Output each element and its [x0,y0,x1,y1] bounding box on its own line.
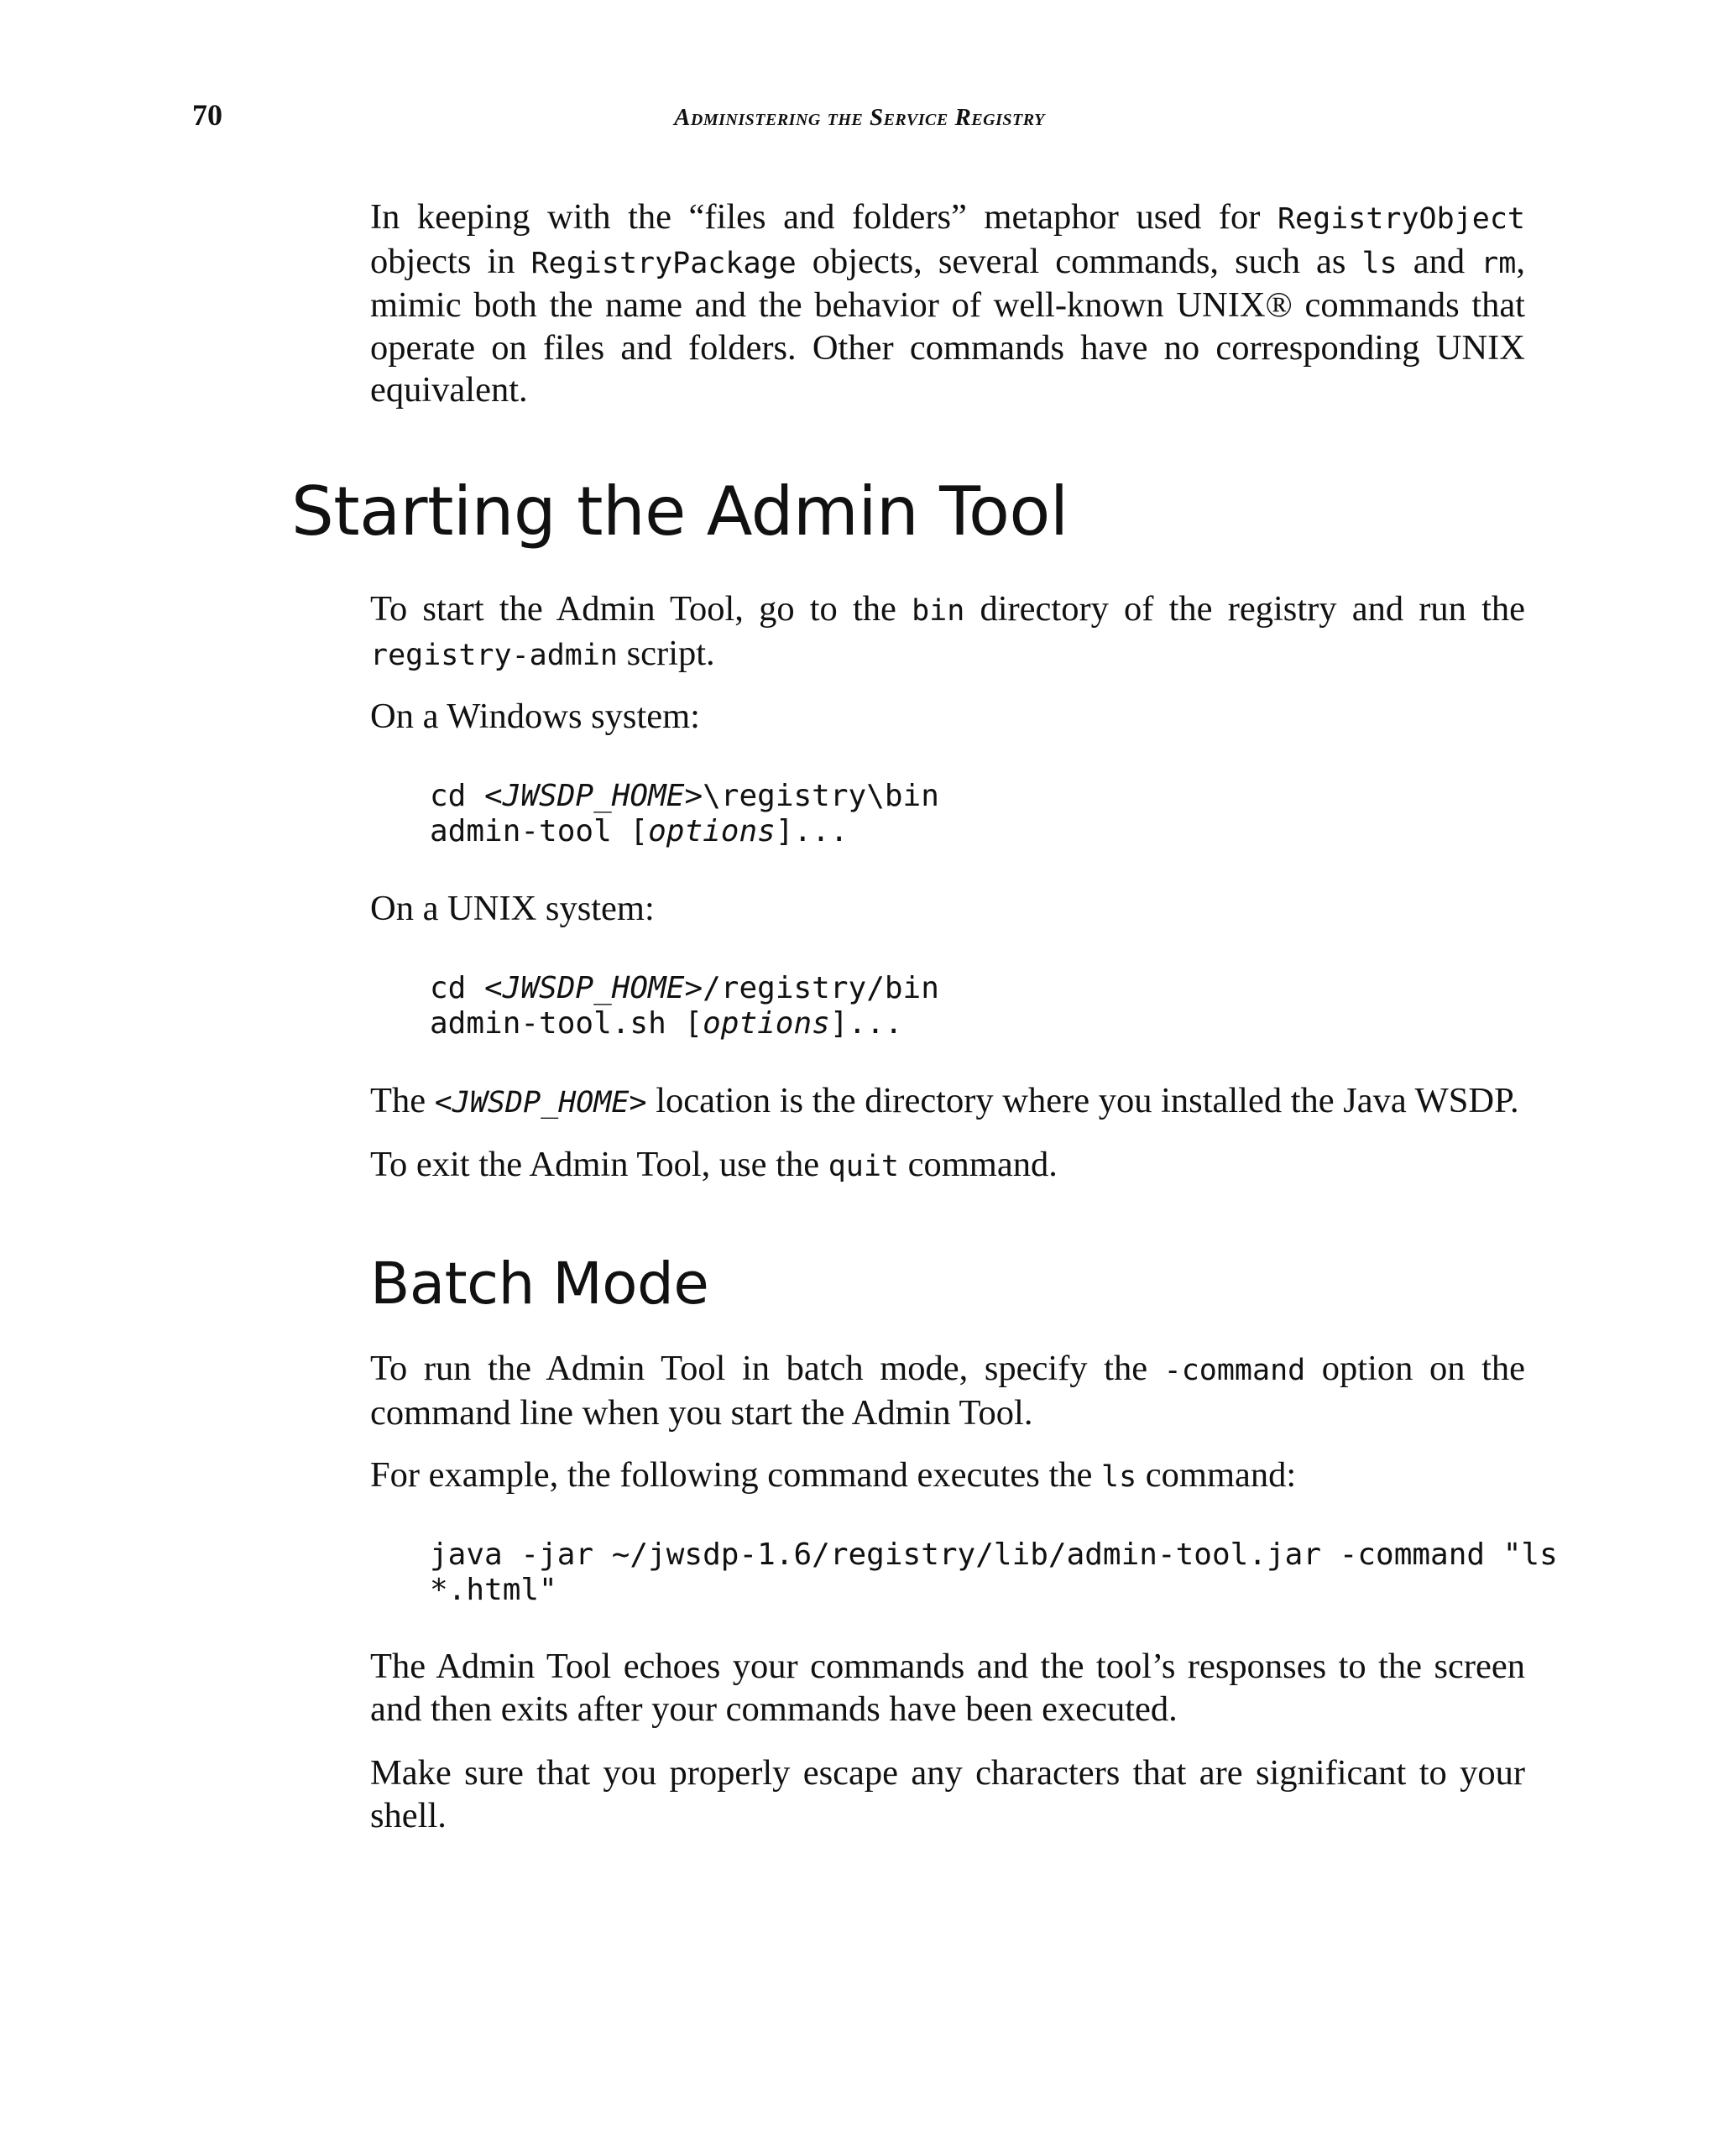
start-text-2: directory of the registry and run the [964,589,1525,629]
intro-text-3: objects, several commands, such as [796,241,1362,281]
code-placeholder: JWSDP_HOME [502,971,685,1005]
intro-block [370,196,1525,412]
page-number: 70 [192,98,222,132]
code-placeholder: options [703,1006,830,1041]
example-text-1: For example, the following command executes the [370,1455,1102,1495]
code-segment: > [629,1086,647,1120]
unix-code-block [430,971,939,1041]
intro-text-1: In keeping with the “files and folders” metaphor used for [370,197,1277,237]
code-placeholder: options [648,814,776,848]
batch-paragraph-4: Make sure that you properly escape any characters that are significant to your shell. [370,1753,1525,1835]
code-quit: quit [828,1150,900,1183]
windows-label: On a Windows system: [370,697,700,736]
batch-code-block [430,1537,1558,1608]
code-registryobject: RegistryObject [1277,202,1525,236]
exit-paragraph [370,1144,1525,1188]
windows-code-block [430,779,939,849]
section-heading-starting: Starting the Admin Tool [291,472,1068,551]
code-registry-admin: registry-admin [370,638,619,672]
batch-text-2: option on the command line when you start the Admin Tool. [370,1349,1525,1433]
home-paragraph [370,1080,1525,1125]
code-segment: >\registry\bin [684,779,939,813]
intro-paragraph [370,196,1525,412]
code-segment: admin-tool.sh [ [430,1006,703,1041]
batch-paragraph-1-block [370,1348,1525,1434]
running-header: Administering the Service Registry [674,104,1045,131]
code-segment: ]... [775,814,849,848]
windows-label-block [370,696,1525,739]
home-paragraph-block [370,1080,1525,1125]
batch-paragraph-2-block [370,1454,1525,1499]
batch-paragraph-2 [370,1454,1525,1499]
code-command-option: -command [1163,1354,1306,1387]
example-text-2: command: [1136,1455,1297,1495]
code-registrypackage: RegistryPackage [530,246,797,280]
code-bin: bin [912,594,965,628]
start-text-1: To start the Admin Tool, go to the [370,589,912,629]
home-text-2: location is the directory where you installed the Java WSDP. [646,1081,1519,1120]
code-line: *.html" [430,1573,557,1607]
intro-text-2: objects in [370,241,531,281]
batch-paragraph-4-block [370,1752,1525,1837]
unix-label-block [370,888,1525,931]
intro-text-4: and [1397,241,1481,281]
code-placeholder: JWSDP_HOME [502,779,685,813]
start-paragraph [370,588,1525,676]
code-placeholder: JWSDP_HOME [452,1086,630,1120]
exit-paragraph-block [370,1144,1525,1188]
code-line: java -jar ~/jwsdp-1.6/registry/lib/admin-tool.jar -command "ls [430,1537,1558,1572]
code-ls: ls [1361,246,1398,280]
unix-label: On a UNIX system: [370,889,655,928]
batch-paragraph-3-block [370,1646,1525,1731]
section-heading-batch-mode: Batch Mode [370,1250,709,1318]
start-text-3: script. [618,633,715,673]
exit-text-1: To exit the Admin Tool, use the [370,1145,828,1184]
code-segment: cd < [430,779,503,813]
exit-text-2: command. [899,1145,1058,1184]
code-segment: admin-tool [ [430,814,649,848]
code-segment: < [434,1086,452,1120]
home-text-1: The [370,1081,435,1120]
batch-paragraph-3: The Admin Tool echoes your commands and the tool’s responses to the screen and then exits after your commands have been executed. [370,1647,1525,1729]
code-segment: >/registry/bin [684,971,939,1005]
code-ls: ls [1101,1460,1137,1494]
batch-paragraph-1 [370,1348,1525,1434]
batch-text-1: To run the Admin Tool in batch mode, specify the [370,1349,1164,1388]
intro-text-5: , mimic both the name and the behavior of well-known UNIX® commands that operate on files and folders. Other commands have no corresponding UNIX equivalent. [370,241,1525,410]
code-rm: rm [1481,246,1517,280]
code-segment: ]... [829,1006,903,1041]
code-segment: cd < [430,971,503,1005]
start-paragraph-block [370,588,1525,676]
